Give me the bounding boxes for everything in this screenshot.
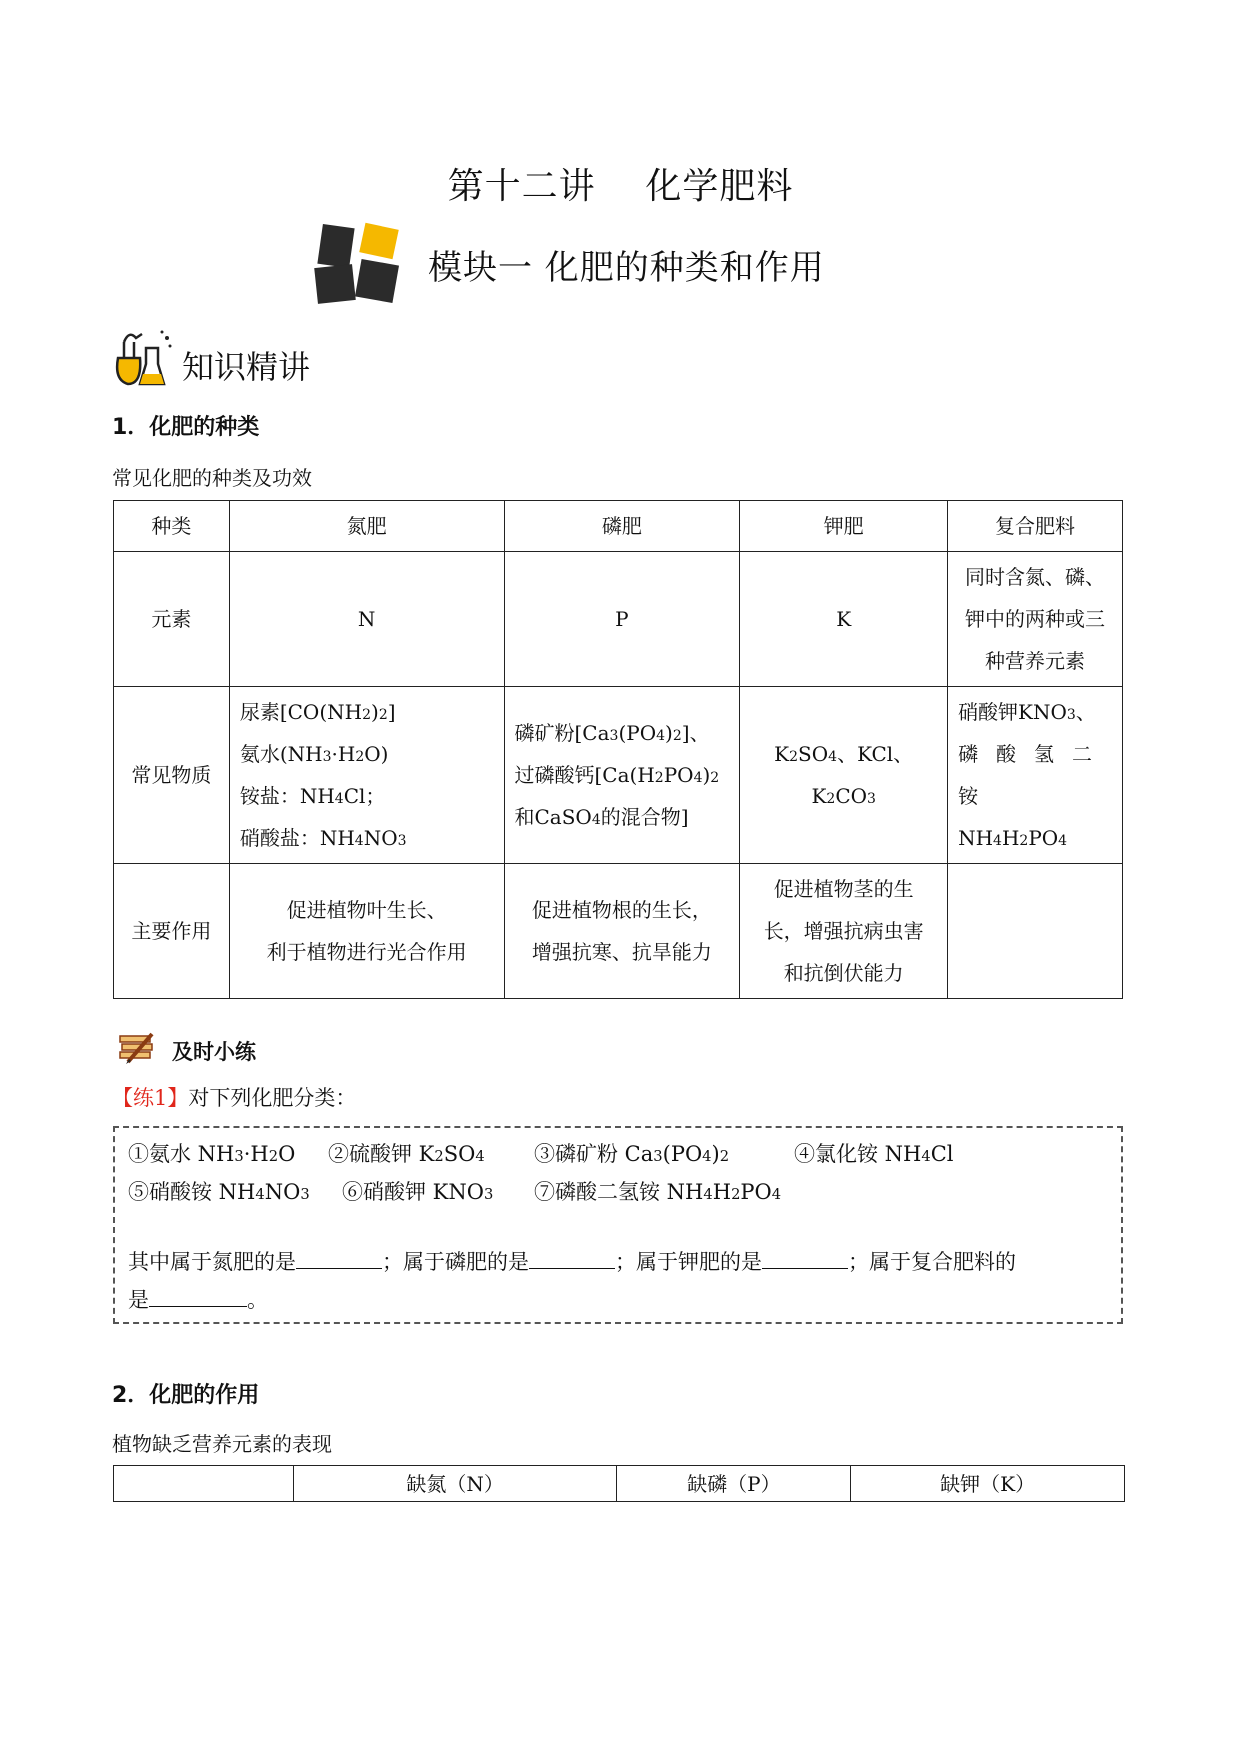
fertilizer-types-table [113, 500, 1123, 999]
section1-intro: 常见化肥的种类及功效 [112, 466, 312, 490]
option-item: ③磷矿粉 $Ca_3(PO_4)_2$ [534, 1142, 730, 1166]
table-header-cell: 缺磷（P） [617, 1466, 851, 1502]
row-label: 元素 [114, 552, 230, 687]
cell-line: 利于植物进行光合作用 [266, 940, 467, 964]
deficiency-table [113, 1465, 1125, 1502]
flask-icon [112, 328, 174, 388]
practice-title: 及时小练 [172, 1040, 256, 1064]
table-header-cell: 缺钾（K） [851, 1466, 1125, 1502]
table-header-row [114, 1466, 1125, 1502]
formula-line: 磷矿粉$[Ca_3(PO_4)_2]$、 [514, 721, 710, 745]
option-item: ②硫酸钾 $K_2SO_4$ [328, 1142, 485, 1166]
row-label: 主要作用 [114, 864, 230, 999]
table-header-cell [114, 1466, 294, 1502]
cell-line: 和抗倒伏能力 [783, 961, 904, 985]
cell-line: 种营养元素 [985, 649, 1086, 673]
option-item: ⑤硝酸铵 $NH_4NO_3$ [128, 1180, 310, 1204]
answer-blank-potassium[interactable] [762, 1248, 848, 1269]
table-header-cell: 磷肥 [504, 501, 740, 552]
row-label: 常见物质 [114, 687, 230, 864]
option-item: ①氨水 $NH_3\cdot H_2O$ [128, 1142, 296, 1166]
answer-blank-nitrogen[interactable] [296, 1248, 382, 1269]
module-logo-icon [314, 222, 404, 306]
cell-line: 钾中的两种或三 [965, 607, 1106, 631]
formula-line: 硝酸钾$KNO_3$、 [958, 700, 1096, 724]
fill-in-line [128, 1246, 1016, 1276]
section2-intro: 植物缺乏营养元素的表现 [112, 1432, 332, 1456]
table-cell [948, 687, 1123, 864]
fill-text: ；属于钾肥的是 [615, 1250, 762, 1274]
table-cell [504, 864, 740, 999]
formula-line: 过磷酸钙[$Ca(H_2PO_4)_2$ [514, 763, 720, 787]
module-title: 模块一 化肥的种类和作用 [428, 248, 825, 288]
table-header-cell: 复合肥料 [948, 501, 1123, 552]
exercise-question: 对下列化肥分类： [188, 1086, 357, 1110]
fill-text: ；属于磷肥的是 [382, 1250, 529, 1274]
table-cell [948, 864, 1123, 999]
table-cell [740, 687, 948, 864]
table-header-cell: 钾肥 [740, 501, 948, 552]
formula-line: 铵盐：$NH_4Cl$； [239, 784, 386, 808]
section2-heading: 2．化肥的作用 [112, 1383, 260, 1408]
cell-line: 促进植物茎的生 [773, 877, 914, 901]
table-cell [229, 687, 504, 864]
exercise-line [112, 1082, 356, 1112]
table-cell: K [740, 552, 948, 687]
cell-line: 增强抗寒、抗旱能力 [531, 940, 712, 964]
option-item: ⑦磷酸二氢铵 $NH_4H_2PO_4$ [534, 1180, 782, 1204]
table-cell [504, 687, 740, 864]
table-cell [229, 864, 504, 999]
answer-blank-phosphorus[interactable] [529, 1248, 615, 1269]
formula-line: 磷酸氢二铵 [958, 742, 1111, 808]
fill-text: ；属于复合肥料的 [848, 1250, 1016, 1274]
exercise-tag: 【练1】 [112, 1086, 189, 1110]
formula-line: 尿素$[CO(NH_2)_2]$ [239, 700, 396, 724]
fill-text: 其中属于氮肥的是 [128, 1250, 296, 1274]
table-header-cell: 缺氮（N） [293, 1466, 617, 1502]
cell-line: 促进植物叶生长、 [286, 898, 447, 922]
table-cell: N [229, 552, 504, 687]
table-row [114, 552, 1123, 687]
cell-line: 长，增强抗病虫害 [763, 919, 924, 943]
pencil-book-icon [118, 1032, 158, 1064]
table-cell: P [504, 552, 740, 687]
formula-line: 氨水$(NH_3\cdot H_2O)$ [239, 742, 389, 766]
section1-heading: 1．化肥的种类 [112, 415, 260, 440]
formula-line: 硝酸盐：$NH_4NO_3$ [239, 826, 407, 850]
formula-line: $K_2SO_4$、KCl、$K_2CO_3$ [774, 742, 914, 808]
option-item: ④氯化铵 $NH_4Cl$ [794, 1142, 954, 1166]
fill-in-line [128, 1284, 268, 1314]
formula-line: 和CaSO$_4$的混合物] [514, 805, 689, 829]
table-cell [740, 864, 948, 999]
cell-line: 促进植物根的生长， [531, 898, 712, 922]
table-header-row [114, 501, 1123, 552]
table-header-cell: 氮肥 [229, 501, 504, 552]
fill-text: 。 [247, 1288, 268, 1312]
knowledge-title: 知识精讲 [182, 348, 311, 386]
table-row [114, 864, 1123, 999]
table-row [114, 687, 1123, 864]
fill-text: 是 [128, 1288, 149, 1312]
option-item: ⑥硝酸钾 $KNO_3$ [342, 1180, 494, 1204]
cell-line: 同时含氮、磷、 [965, 565, 1106, 589]
table-cell [948, 552, 1123, 687]
answer-blank-compound[interactable] [149, 1286, 247, 1307]
formula-line: $NH_4H_2PO_4$ [958, 826, 1068, 850]
page-title: 第十二讲 化学肥料 [447, 166, 794, 207]
table-header-cell: 种类 [114, 501, 230, 552]
